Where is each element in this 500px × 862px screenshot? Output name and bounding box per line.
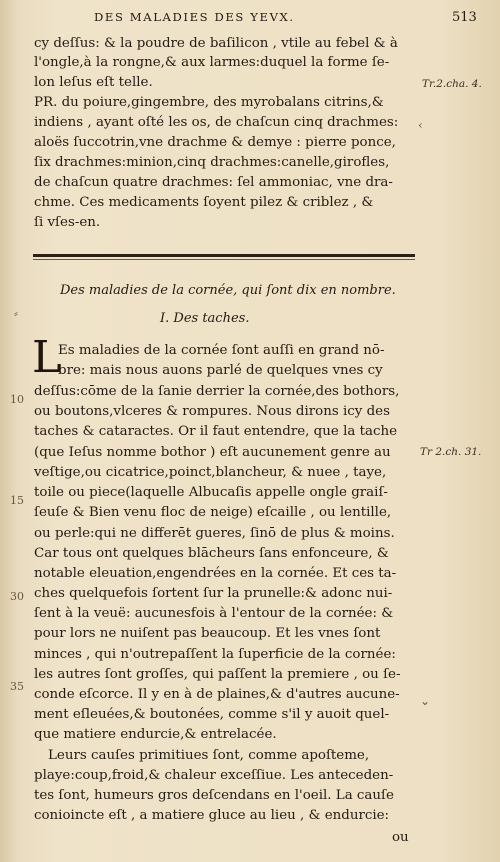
text-line: ſeuſe & Bien venu floc de neige) eſcaille , ou lentille, [34,505,392,520]
text-line: veſtige,ou cicatrice,poinct,blancheur, & nuee , taye, [34,465,387,480]
text-line: Car tous ont quelques blācheurs ſans enfonceure, & [34,546,389,561]
running-title: DES MALADIES DES YEVX. [94,10,295,24]
text-line: ou boutons,vlceres & rompures. Nous dirons icy des [34,404,390,419]
line-number: 10 [10,393,24,406]
line-number: 15 [10,494,24,507]
text-line: aloës ſuccotrin,vne drachme & demye : pierre ponce, [34,135,396,150]
margin-bracket-icon: ‹ [418,118,423,132]
text-line: PR. du poiure,gingembre, des myrobalans citrins,& [34,95,384,110]
page-number: 513 [452,10,477,25]
text-line: notable eleuation,engendrées en la cornée. Et ces ta- [34,566,397,581]
text-line: (que Ieſus nomme bothor ) eſt aucunement genre au [34,445,391,460]
text-line: minces , qui n'outrepaſſent la ſuperficie de la cornée: [34,647,396,662]
text-line: ſent à la veuë: aucunesfois à l'entour de la cornée: & [34,606,394,621]
text-line: playe:coup,froid,& chaleur exceſſiue. Les anteceden- [34,768,394,783]
marginal-mark-icon: ⸗ [14,306,18,320]
text-line: Leurs cauſes primitiues ſont, comme apoſteme, [48,748,370,763]
text-line: cy deſſus: & la poudre de baſilicon , vtile au febel & à [34,36,398,51]
text-line: conioincte eſt , a matiere gluce au lieu , & endurcie: [34,808,390,823]
text-line: ches quelquefois ſortent ſur la prunelle:& adonc nui- [34,586,393,601]
text-line: ou perle:qui ne differēt gueres, ſinō de plus & moins. [34,526,395,541]
section-divider [33,254,415,257]
text-line: bre: mais nous auons parlé de quelques vnes cy [58,363,383,378]
text-line: lon leſus eſt telle. [34,75,153,90]
section-title: Des maladies de la cornée, qui ſont dix en nombre. [60,283,396,298]
text-line: pour lors ne nuiſent pas beaucoup. Et les vnes ſont [34,626,381,641]
text-line: ment eſleuées,& boutonées, comme s'il y auoit quel- [34,707,390,722]
text-line: l'ongle,à la rongne,& aux larmes:duquel la forme ſe- [34,55,390,70]
text-line: les autres ſont groſſes, qui paſſent la premiere , ou ſe- [34,667,401,682]
text-line: de chaſcun quatre drachmes: ſel ammoniac, vne dra- [34,175,393,190]
text-line: taches & cataractes. Or il faut entendre, que la tache [34,424,397,439]
line-number: 35 [10,680,24,693]
section-divider-thin [33,259,415,260]
margin-reference: Tr.2.cha. 4. [422,78,482,90]
margin-reference: Tr 2.ch. 31. [420,446,482,458]
marginal-mark-icon: ⌄ [420,694,431,708]
sub-title: I. Des taches. [160,311,250,326]
text-line: conde eſcorce. Il y en à de plaines,& d'autres aucune- [34,687,400,702]
text-line: deſſus:cōme de la ſanie derrier la cornée,des bothors, [34,384,400,399]
text-line: Es maladies de la cornée ſont auſſi en grand nō- [58,343,385,358]
text-line: toile ou piece(laquelle Albucaſis appelle ongle graiſ- [34,485,388,500]
text-line: chme. Ces medicaments ſoyent pilez & criblez , & [34,195,374,210]
text-line: que matiere endurcie,& entrelacée. [34,727,277,742]
catchword: ou [392,830,409,845]
drop-cap: L [32,332,62,383]
text-line: indiens , ayant oſté les os, de chaſcun cinq drachmes: [34,115,399,130]
text-line: tes ſont, humeurs gros deſcendans en l'oeil. La cauſe [34,788,394,803]
text-line: ſi vſes-en. [34,215,101,230]
line-number: 30 [10,590,24,603]
text-line: ſix drachmes:minion,cinq drachmes:canelle,girofles, [34,155,390,170]
